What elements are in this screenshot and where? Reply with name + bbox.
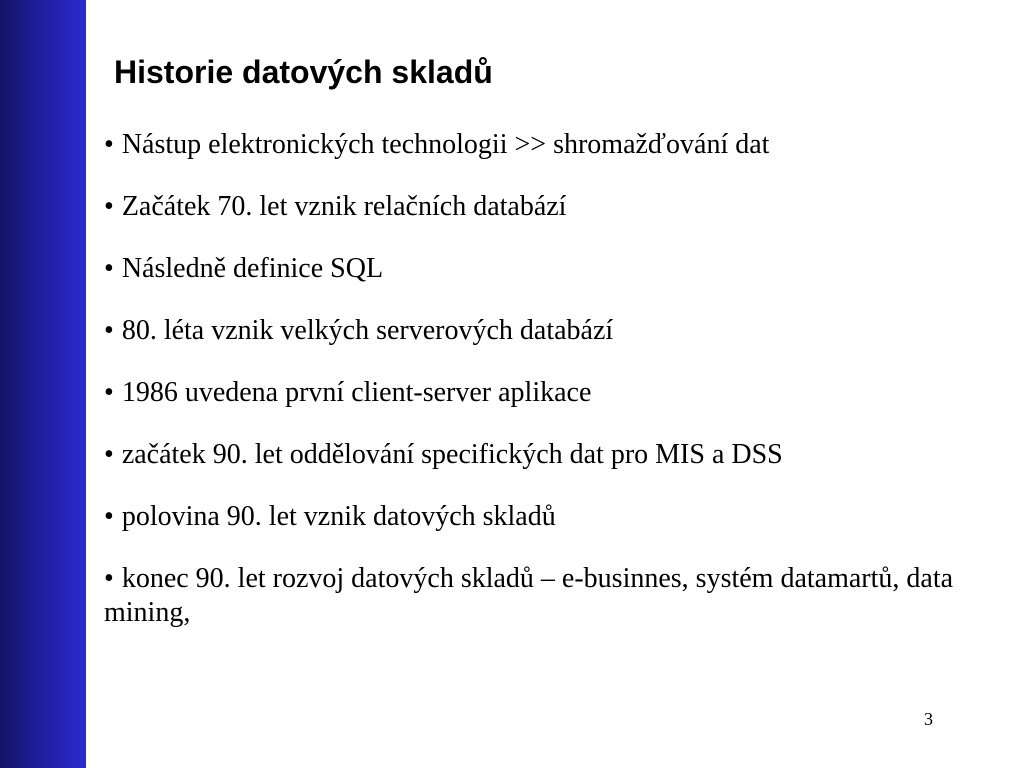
bullet-item: • začátek 90. let oddělování specifických dat pro MIS a DSS (104, 438, 984, 472)
page-number: 3 (924, 709, 933, 729)
bullet-item: • polovina 90. let vznik datových skladů (104, 500, 984, 534)
side-bar-decoration (0, 0, 86, 768)
bullet-list (104, 128, 984, 658)
bullet-item: • Následně definice SQL (104, 252, 984, 286)
bullet-item: • 1986 uvedena první client-server aplikace (104, 376, 984, 410)
bullet-item: • 80. léta vznik velkých serverových databází (104, 314, 984, 348)
bullet-item: • konec 90. let rozvoj datových skladů – e-businnes, systém datamartů, data mining, (104, 562, 984, 630)
bullet-item: • Začátek 70. let vznik relačních databází (104, 190, 984, 224)
slide-title: Historie datových skladů (114, 54, 493, 90)
bullet-item: • Nástup elektronických technologii >> shromažďování dat (104, 128, 984, 162)
